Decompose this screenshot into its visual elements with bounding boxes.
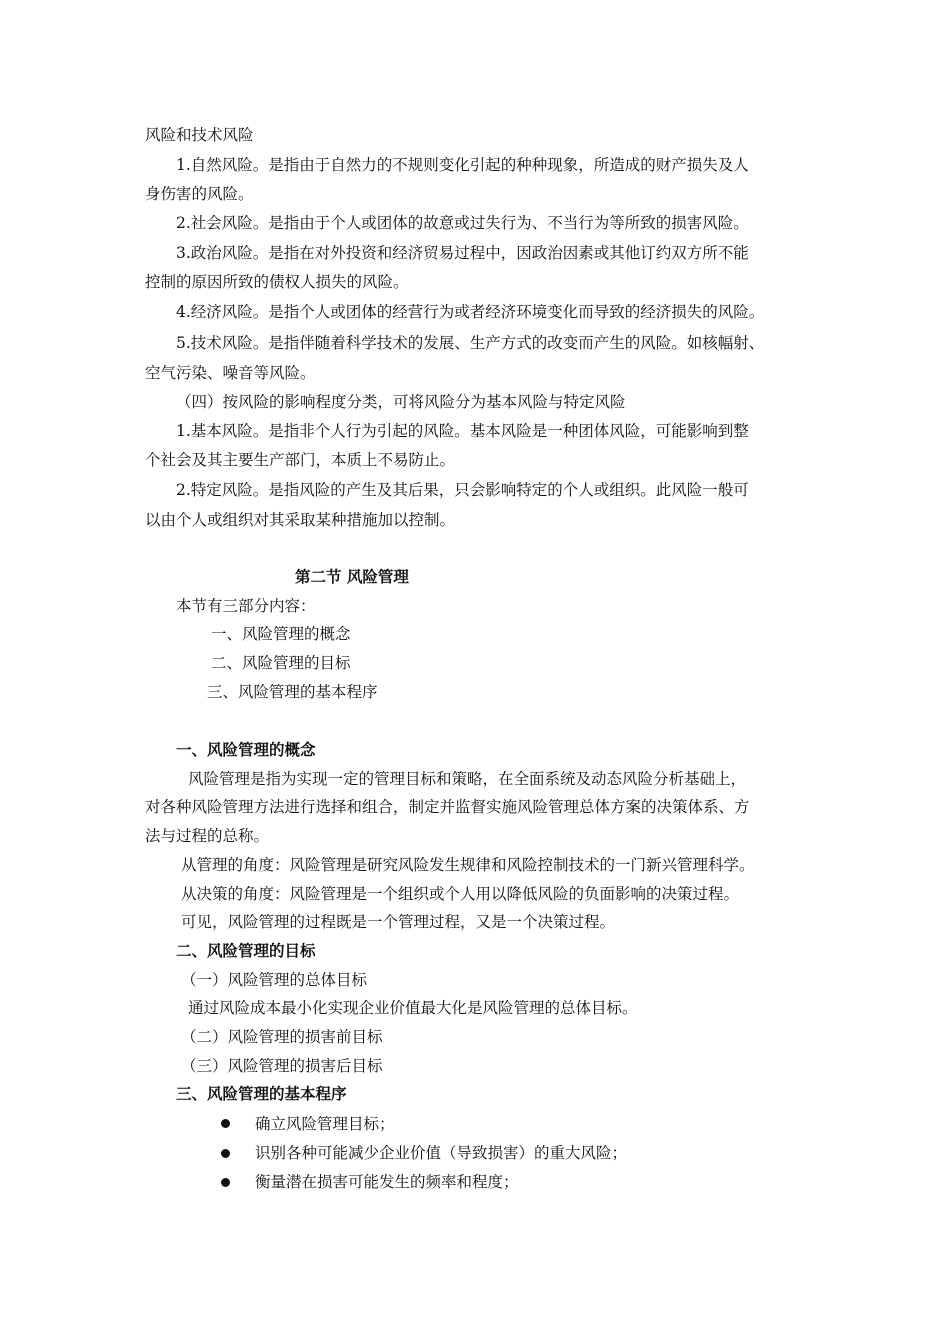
toc-item: 二、风险管理的目标: [211, 654, 351, 672]
paragraph-conclusion: 可见，风险管理的过程既是一个管理过程，又是一个决策过程。: [181, 913, 616, 931]
paragraph-specific-risk: 2.特定风险。是指风险的产生及其后果，只会影响特定的个人或组织。此风险一般可: [176, 481, 749, 499]
heading-concept: 一、风险管理的概念: [176, 740, 316, 759]
subheading-pre-loss-goal: （二）风险管理的损害前目标: [181, 1028, 383, 1046]
bullet-icon: [221, 1119, 230, 1128]
paragraph-line: 个社会及其主要生产部门，本质上不易防止。: [145, 451, 456, 469]
list-item: 衡量潜在损害可能发生的频率和程度；: [255, 1173, 519, 1191]
list-item: 识别各种可能减少企业价值（导致损害）的重大风险；: [255, 1144, 628, 1162]
section-intro: 本节有三部分内容：: [176, 597, 316, 615]
paragraph-line: 风险和技术风险: [145, 126, 254, 144]
paragraph-management-view: 从管理的角度：风险管理是研究风险发生规律和风险控制技术的一门新兴管理科学。: [181, 856, 755, 874]
toc-item: 一、风险管理的概念: [211, 625, 351, 643]
paragraph-political-risk: 3.政治风险。是指在对外投资和经济贸易过程中，因政治因素或其他订约双方所不能: [176, 244, 749, 262]
paragraph-classification-4: （四）按风险的影响程度分类，可将风险分为基本风险与特定风险: [176, 393, 626, 411]
bullet-icon: [221, 1178, 230, 1187]
paragraph-basic-risk: 1.基本风险。是指非个人行为引起的风险。基本风险是一种团体风险，可能影响到整: [176, 422, 749, 440]
heading-goals: 二、风险管理的目标: [176, 941, 316, 960]
paragraph-line: 以由个人或组织对其采取某种措施加以控制。: [145, 511, 456, 529]
paragraph-line: 控制的原因所致的债权人损失的风险。: [145, 273, 409, 291]
subheading-post-loss-goal: （三）风险管理的损害后目标: [181, 1057, 383, 1075]
paragraph-line: 空气污染、噪音等风险。: [145, 364, 316, 382]
paragraph-decision-view: 从决策的角度：风险管理是一个组织或个人用以降低风险的负面影响的决策过程。: [181, 885, 740, 903]
paragraph-definition: 风险管理是指为实现一定的管理目标和策略，在全面系统及动态风险分析基础上，: [188, 770, 747, 788]
paragraph-technical-risk: 5.技术风险。是指伴随着科学技术的发展、生产方式的改变而产生的风险。如核幅射、: [176, 334, 765, 352]
paragraph-economic-risk: 4.经济风险。是指个人或团体的经营行为或者经济环境变化而导致的经济损失的风险。: [176, 303, 765, 321]
list-item: 确立风险管理目标；: [255, 1115, 395, 1133]
bullet-icon: [221, 1149, 230, 1158]
heading-procedure: 三、风险管理的基本程序: [176, 1084, 347, 1103]
subheading-overall-goal: （一）风险管理的总体目标: [181, 971, 368, 989]
paragraph-line: 法与过程的总称。: [145, 827, 270, 845]
paragraph-line: 对各种风险管理方法进行选择和组合，制定并监督实施风险管理总体方案的决策体系、方: [145, 798, 750, 816]
paragraph-social-risk: 2.社会风险。是指由于个人或团体的故意或过失行为、不当行为等所致的损害风险。: [176, 214, 749, 232]
paragraph-natural-risk: 1.自然风险。是指由于自然力的不规则变化引起的种种现象，所造成的财产损失及人: [176, 156, 749, 174]
section-title: 第二节 风险管理: [295, 567, 409, 586]
toc-item: 三、风险管理的基本程序: [207, 683, 378, 701]
paragraph-overall-goal: 通过风险成本最小化实现企业价值最大化是风险管理的总体目标。: [188, 999, 638, 1017]
paragraph-line: 身伤害的风险。: [145, 185, 254, 203]
